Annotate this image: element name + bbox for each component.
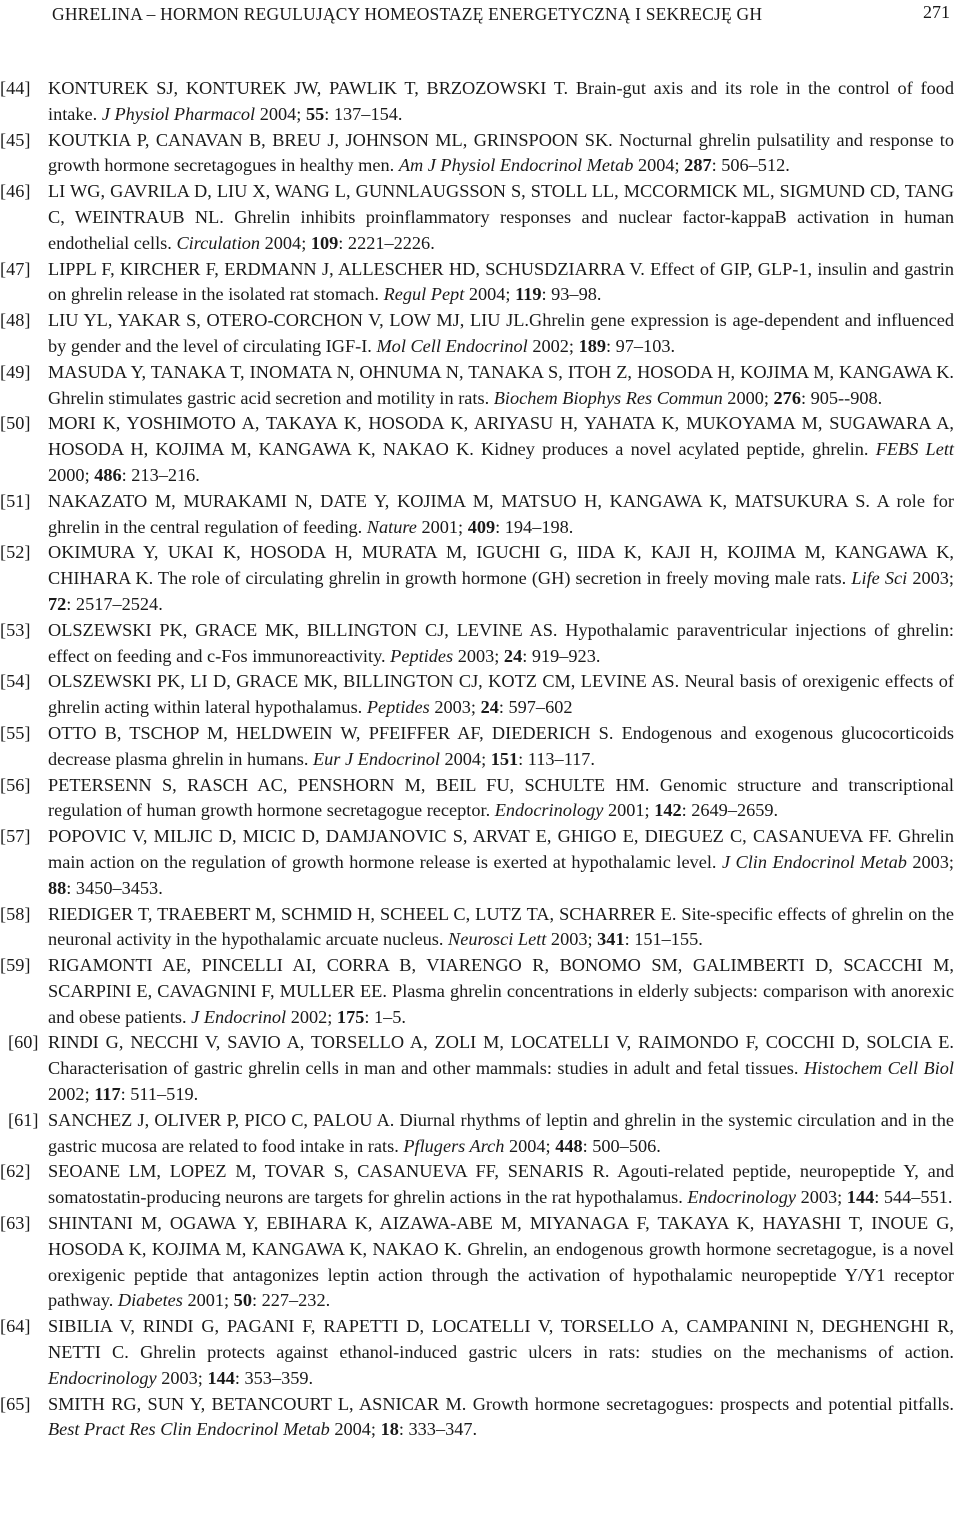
page-number: 271 (923, 2, 950, 22)
reference-number: [65] (0, 1393, 31, 1414)
reference-year: 2003; (906, 851, 954, 872)
reference-title: Nocturnal ghrelin pulsatility and response to growth hormone secretagogues in healthy men. (48, 129, 954, 176)
reference-year: 2001; (603, 800, 655, 821)
reference-entry (0, 179, 954, 256)
reference-entry (0, 824, 954, 901)
reference-pages: : 353–359. (234, 1367, 314, 1388)
reference-journal: Histochem Cell Biol (803, 1058, 954, 1079)
reference-entry (0, 1030, 954, 1107)
reference-number: [61] (8, 1109, 39, 1130)
reference-journal: J Physiol Pharmacol (101, 103, 256, 124)
reference-entry (0, 773, 954, 825)
reference-number: [62] (0, 1161, 31, 1182)
reference-pages: : 597–602 (498, 697, 573, 718)
reference-title: Brain-gut axis and its role in the control of food intake. (48, 78, 954, 124)
reference-number: [55] (0, 722, 31, 743)
reference-authors: KOUTKIA P, CANAVAN B, BREU J, JOHNSON ML, GRINSPOON SK. (48, 129, 613, 150)
reference-number: [49] (0, 361, 31, 382)
reference-title: Kidney produces a novel acylated peptide, ghrelin. (473, 439, 876, 460)
reference-journal: Nature (366, 516, 417, 537)
reference-authors: LIU YL, YAKAR S, OTERO-CORCHON V, LOW MJ, LIU JL. (48, 310, 529, 331)
reference-title: Hypothalamic paraventricular injections of ghrelin: effect on feeding and c-Fos immunoreactivity. (48, 619, 954, 666)
reference-journal: Am J Physiol Endocrinol Metab (398, 155, 634, 176)
reference-number: [52] (0, 542, 31, 563)
reference-number: [56] (0, 774, 31, 795)
reference-authors: NAKAZATO M, MURAKAMI N, DATE Y, KOJIMA M, MATSUO H, KANGAWA K, MATSUKURA S. (48, 490, 870, 511)
reference-journal: Biochem Biophys Res Commun (493, 387, 723, 408)
reference-title: Growth hormone secretagogues: prospects and potential pitfalls. (466, 1393, 954, 1414)
reference-volume: 50 (233, 1290, 252, 1311)
reference-title: Ghrelin, an endogenous growth hormone secretagogue, is a novel orexigenic peptide that antagonizes leptin action through the activation of hypothalamic neuropeptide Y/Y1 receptor pathway. (48, 1238, 955, 1311)
reference-year: 2001; (416, 516, 468, 537)
reference-volume: 144 (207, 1367, 235, 1388)
reference-pages: : 194–198. (495, 516, 574, 537)
reference-title: Genomic structure and transcriptional regulation of human growth hormone secretagogue receptor. (48, 774, 954, 821)
reference-title: A role for ghrelin in the central regulation of feeding. (48, 490, 954, 537)
reference-volume: 119 (515, 284, 542, 305)
reference-entry (0, 128, 954, 180)
reference-entry (0, 308, 954, 360)
reference-year: 2004; (504, 1135, 556, 1156)
reference-journal: Circulation (176, 232, 261, 253)
reference-year: 2004; (329, 1419, 381, 1440)
reference-authors: SIBILIA V, RINDI G, PAGANI F, RAPETTI D, LOCATELLI V, TORSELLO A, CAMPANINI N, DEGHENGHI R, NETTI C. (48, 1316, 954, 1363)
reference-authors: OKIMURA Y, UKAI K, HOSODA H, MURATA M, IGUCHI G, IIDA K, KAJI H, KOJIMA M, KANGAWA K, CHIHARA K. (48, 542, 954, 589)
reference-number: [60] (8, 1032, 39, 1053)
reference-entry (0, 1159, 954, 1211)
reference-journal: Endocrinology (48, 1367, 157, 1388)
reference-number: [45] (0, 129, 31, 150)
reference-list (0, 76, 954, 1443)
reference-entry (0, 76, 954, 128)
reference-number: [53] (0, 619, 31, 640)
reference-volume: 24 (480, 697, 499, 718)
reference-authors: LIPPL F, KIRCHER F, ERDMANN J, ALLESCHER HD, SCHUSDZIARRA V. (48, 258, 645, 279)
reference-authors: LI WG, GAVRILA D, LIU X, WANG L, GUNNLAUGSSON S, STOLL LL, MCCORMICK ML, SIGMUND CD, TANG C, WEINTRAUB NL. (48, 181, 954, 227)
reference-journal: Diabetes (117, 1290, 183, 1311)
reference-volume: 409 (467, 516, 496, 537)
reference-pages: : 1–5. (364, 1006, 406, 1027)
reference-year: 2000; (48, 464, 95, 485)
reference-number: [64] (0, 1316, 31, 1337)
reference-year: 2003; (453, 645, 504, 666)
reference-volume: 341 (597, 929, 625, 950)
reference-pages: : 500–506. (582, 1135, 661, 1156)
reference-pages: : 227–232. (251, 1290, 331, 1311)
reference-number: [54] (0, 671, 31, 692)
reference-year: 2003; (907, 568, 955, 589)
reference-pages: : 2649–2659. (681, 800, 779, 821)
reference-volume: 142 (654, 800, 682, 821)
reference-year: 2001; (182, 1290, 234, 1311)
reference-year: 2004; (464, 284, 516, 305)
reference-title: Characterisation of gastric ghrelin cells in man and other mammals: studies in adult and fetal tissues. (48, 1058, 804, 1079)
reference-year: 2003; (429, 697, 481, 718)
reference-volume: 151 (490, 748, 519, 769)
reference-authors: SEOANE LM, LOPEZ M, TOVAR S, CASANUEVA FF, SENARIS R. (48, 1161, 610, 1182)
reference-volume: 72 (48, 593, 67, 614)
reference-title: Plasma ghrelin concentrations in elderly subjects: comparison with anorexic and obese patients. (48, 980, 955, 1027)
running-title: GHRELINA – HORMON REGULUJĄCY HOMEOSTAZĘ ENERGETYCZNĄ I SEKRECJĘ GH (52, 4, 763, 24)
reference-entry (0, 669, 954, 721)
reference-title: Ghrelin stimulates gastric acid secretion and motility in rats. (48, 387, 494, 408)
reference-title: Ghrelin main action on the regulation of growth hormone release is exerted at hypothalamic level. (48, 826, 954, 872)
reference-year: 2004; (439, 748, 491, 769)
reference-journal: J Clin Endocrinol Metab (721, 851, 907, 872)
reference-authors: OLSZEWSKI PK, GRACE MK, BILLINGTON CJ, LEVINE AS. (48, 619, 558, 640)
reference-journal: Endocrinology (494, 800, 604, 821)
reference-authors: MASUDA Y, TANAKA T, INOMATA N, OHNUMA N, TANAKA S, ITOH Z, HOSODA H, KOJIMA M, KANGAWA K. (48, 361, 954, 382)
reference-title: Ghrelin inhibits proinflammatory responses and nuclear factor-kappaB activation in human endothelial cells. (48, 206, 954, 253)
running-header (0, 0, 960, 30)
reference-number: [48] (0, 310, 31, 331)
reference-year: 2002; (286, 1006, 337, 1027)
reference-volume: 24 (503, 645, 523, 666)
reference-authors: PETERSENN S, RASCH AC, PENSHORN M, BEIL FU, SCHULTE HM. (48, 774, 650, 795)
reference-volume: 55 (305, 103, 325, 124)
reference-authors: RIEDIGER T, TRAEBERT M, SCHMID H, SCHEEL C, LUTZ TA, SCHARRER E. (48, 903, 677, 924)
reference-pages: : 3450–3453. (66, 877, 163, 898)
reference-journal: Pflugers Arch (403, 1135, 505, 1156)
reference-year: 2003; (156, 1367, 208, 1388)
reference-authors: MORI K, YOSHIMOTO A, TAKAYA K, HOSODA K, ARIYASU H, YAHATA K, MUKOYAMA M, SUGAWARA A, HOSODA H, KOJIMA M, KANGAWA K, NAKAO K. (48, 413, 954, 460)
reference-entry (0, 1211, 954, 1314)
reference-entry (0, 360, 954, 412)
reference-journal: Regul Pept (383, 284, 465, 305)
reference-journal: Endocrinology (687, 1187, 796, 1208)
reference-number: [47] (0, 258, 31, 279)
reference-year: 2003; (796, 1187, 847, 1208)
reference-number: [46] (0, 181, 31, 202)
reference-title: Diurnal rhythms of leptin and ghrelin in the systemic circulation and in the gastric mucosa are related to food intake in rats. (48, 1109, 954, 1156)
reference-authors: RINDI G, NECCHI V, SAVIO A, TORSELLO A, ZOLI M, LOCATELLI V, RAIMONDO F, COCCHI D, SOLCIA E. (48, 1032, 954, 1053)
reference-volume: 486 (94, 464, 122, 485)
reference-pages: : 905--908. (800, 387, 883, 408)
reference-entry (0, 1108, 954, 1160)
reference-entry (0, 1392, 954, 1444)
reference-pages: : 151–155. (624, 929, 703, 950)
reference-number: [51] (0, 490, 31, 511)
reference-volume: 189 (578, 335, 606, 356)
reference-year: 2000; (722, 387, 774, 408)
reference-pages: : 113–117. (518, 748, 596, 769)
reference-journal: Peptides (390, 645, 454, 666)
reference-volume: 117 (94, 1084, 121, 1105)
reference-pages: : 511–519. (120, 1084, 199, 1105)
reference-title: Agouti-related peptide, neuropeptide Y, and somatostatin-producing neurons are targets for ghrelin actions in the rat hypothalamus. (48, 1161, 954, 1208)
reference-journal: Best Pract Res Clin Endocrinol Metab (48, 1419, 330, 1440)
reference-pages: : 93–98. (541, 284, 602, 305)
reference-journal: Peptides (366, 697, 430, 718)
reference-entry (0, 540, 954, 617)
reference-number: [58] (0, 903, 31, 924)
reference-journal: J Endocrinol (191, 1006, 287, 1027)
reference-authors: POPOVIC V, MILJIC D, MICIC D, DAMJANOVIC S, ARVAT E, GHIGO E, DIEGUEZ C, CASANUEVA FF. (48, 826, 892, 847)
reference-volume: 287 (684, 155, 712, 176)
reference-number: [59] (0, 955, 31, 976)
reference-pages: : 919–923. (522, 645, 601, 666)
reference-title: Site-specific effects of ghrelin on the neuronal activity in the hypothalamic arcuate nucleus. (48, 903, 954, 950)
reference-entry (0, 721, 954, 773)
reference-title: Effect of GIP, GLP-1, insulin and gastrin on ghrelin release in the isolated rat stomach. (48, 258, 954, 305)
reference-pages: : 333–347. (398, 1419, 478, 1440)
reference-title: Neural basis of orexigenic effects of ghrelin acting within lateral hypothalamus. (48, 671, 954, 718)
reference-pages: : 2221–2226. (338, 232, 435, 253)
reference-volume: 144 (846, 1187, 875, 1208)
reference-volume: 88 (48, 877, 67, 898)
reference-entry (0, 489, 954, 541)
reference-authors: RIGAMONTI AE, PINCELLI AI, CORRA B, VIARENGO R, BONOMO SM, GALIMBERTI D, SCACCHI M, SCARPINI E, CAVAGNINI F, MULLER EE. (48, 955, 954, 1001)
reference-pages: : 506–512. (711, 155, 790, 176)
reference-pages: : 137–154. (324, 103, 403, 124)
reference-journal: Life Sci (851, 568, 908, 589)
reference-volume: 276 (773, 387, 801, 408)
reference-entry (0, 902, 954, 954)
reference-journal: Mol Cell Endocrinol (376, 335, 528, 356)
reference-authors: OLSZEWSKI PK, LI D, GRACE MK, BILLINGTON CJ, KOTZ CM, LEVINE AS. (48, 671, 680, 692)
reference-authors: OTTO B, TSCHOP M, HELDWEIN W, PFEIFFER AF, DIEDERICH S. (48, 722, 614, 743)
reference-title: Endogenous and exogenous glucocorticoids decrease plasma ghrelin in humans. (48, 722, 954, 769)
reference-authors: SMITH RG, SUN Y, BETANCOURT L, ASNICAR M. (48, 1393, 467, 1414)
reference-journal: Neurosci Lett (448, 929, 547, 950)
reference-entry (0, 953, 954, 1030)
reference-year: 2002; (527, 335, 579, 356)
reference-entry (0, 257, 954, 309)
reference-title: The role of circulating ghrelin in growth hormone (GH) secretion in freely moving male rats. (153, 568, 852, 589)
reference-journal: FEBS Lett (875, 439, 954, 460)
reference-year: 2002; (48, 1084, 95, 1105)
reference-year: 2004; (255, 103, 306, 124)
reference-entry (0, 1314, 954, 1391)
reference-volume: 175 (336, 1006, 365, 1027)
reference-title: Ghrelin gene expression is age-dependent and influenced by gender and the level of circulating IGF-I. (48, 310, 954, 356)
reference-year: 2004; (633, 155, 685, 176)
reference-number: [44] (0, 78, 31, 98)
reference-number: [63] (0, 1213, 31, 1234)
reference-year: 2003; (546, 929, 598, 950)
reference-number: [57] (0, 826, 31, 847)
reference-pages: : 213–216. (121, 464, 200, 485)
reference-journal: Eur J Endocrinol (313, 748, 440, 769)
reference-entry (0, 411, 954, 488)
reference-pages: : 544–551. (874, 1187, 953, 1208)
reference-authors: KONTUREK SJ, KONTUREK JW, PAWLIK T, BRZOZOWSKI T. (48, 78, 569, 98)
reference-year: 2004; (260, 232, 311, 253)
reference-volume: 18 (380, 1419, 399, 1440)
reference-volume: 109 (310, 232, 339, 253)
reference-authors: SHINTANI M, OGAWA Y, EBIHARA K, AIZAWA-ABE M, MIYANAGA F, TAKAYA K, HAYASHI T, INOUE G, HOSODA K, KOJIMA M, KANGAWA K, NAKAO K. (48, 1213, 954, 1259)
reference-pages: : 97–103. (605, 335, 676, 356)
reference-volume: 448 (555, 1135, 583, 1156)
reference-entry (0, 618, 954, 670)
reference-authors: SANCHEZ J, OLIVER P, PICO C, PALOU A. (48, 1109, 395, 1130)
reference-pages: : 2517–2524. (66, 593, 163, 614)
reference-title: Ghrelin protects against ethanol-induced gastric ulcers in rats: studies on the mechanisms of action. (128, 1342, 954, 1363)
reference-number: [50] (0, 413, 31, 434)
